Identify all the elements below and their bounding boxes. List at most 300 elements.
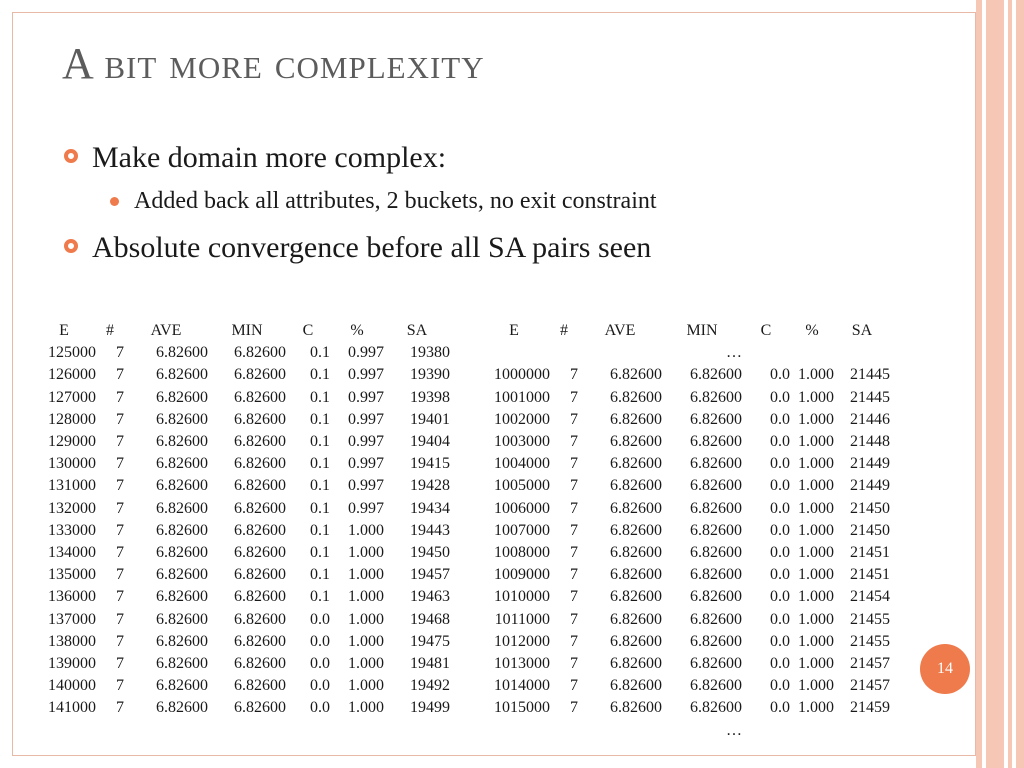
table-row (478, 564, 890, 586)
table-cell: 7 (570, 499, 578, 517)
results-table-left (32, 320, 450, 720)
table-row (32, 431, 450, 453)
table-row (478, 609, 890, 631)
table-cell: 1.000 (798, 588, 834, 606)
table-cell: 7 (116, 655, 124, 673)
table-row (478, 586, 890, 608)
column-header: E (59, 322, 69, 339)
table-cell: 127000 (48, 388, 96, 406)
table-row (478, 409, 890, 431)
table-cell: 1006000 (494, 499, 550, 517)
table-cell: 6.82600 (156, 388, 208, 406)
table-row (32, 387, 450, 409)
table-cell: 0.0 (770, 588, 790, 606)
table-cell: 6.82600 (610, 677, 662, 695)
table-cell: 0.1 (310, 566, 330, 584)
table-cell: 0.0 (770, 433, 790, 451)
table-cell: 6.82600 (156, 521, 208, 539)
table-cell: 7 (116, 344, 124, 362)
table-cell: 0.0 (770, 388, 790, 406)
table-cell: 1003000 (494, 433, 550, 451)
table-cell: 6.82600 (156, 544, 208, 562)
table-cell: 19481 (410, 655, 450, 673)
column-header: MIN (231, 322, 263, 339)
table-cell: 0.997 (348, 499, 384, 517)
table-row (32, 520, 450, 542)
table-cell: 6.82600 (156, 344, 208, 362)
table-cell: 6.82600 (156, 477, 208, 495)
table-row (32, 631, 450, 653)
bullet-item (64, 228, 944, 268)
table-cell: 0.997 (348, 477, 384, 495)
table-cell: 6.82600 (690, 521, 742, 539)
table-cell: 7 (116, 610, 124, 628)
table-cell: 7 (116, 566, 124, 584)
column-header: C (760, 322, 772, 339)
table-cell: 6.82600 (690, 699, 742, 717)
table-cell: 1013000 (494, 655, 550, 673)
table-cell: 0.0 (770, 677, 790, 695)
table-cell: 0.0 (310, 677, 330, 695)
table-cell: 0.0 (770, 610, 790, 628)
table-cell: 6.82600 (610, 366, 662, 384)
table-cell: 1014000 (494, 677, 550, 695)
table-cell: 1.000 (348, 544, 384, 562)
table-cell: 1.000 (348, 632, 384, 650)
table-cell: 1.000 (348, 610, 384, 628)
ellipsis-row (478, 342, 890, 364)
table-row (478, 387, 890, 409)
table-cell: 6.82600 (234, 588, 286, 606)
table-cell: 19398 (410, 388, 450, 406)
table-cell: 19428 (410, 477, 450, 495)
table-cell: 6.82600 (690, 433, 742, 451)
table-cell: 0.1 (310, 410, 330, 428)
table-cell: 6.82600 (234, 366, 286, 384)
table-cell: 0.1 (310, 477, 330, 495)
slide-title: A bit more complexity (62, 39, 485, 88)
table-cell: 21446 (850, 410, 890, 428)
table-row (478, 697, 890, 719)
table-cell: 7 (570, 566, 578, 584)
table-row (32, 697, 450, 719)
table-row (32, 342, 450, 364)
table-cell: 0.1 (310, 344, 330, 362)
table-header-row (32, 320, 450, 342)
table-cell: 21445 (850, 366, 890, 384)
table-cell: 6.82600 (610, 588, 662, 606)
table-cell: 0.1 (310, 433, 330, 451)
table-cell: 19401 (410, 410, 450, 428)
table-cell: 6.82600 (234, 477, 286, 495)
table-cell: 6.82600 (156, 699, 208, 717)
table-cell: 0.0 (310, 632, 330, 650)
column-header: % (350, 322, 364, 339)
table-cell: 19434 (410, 499, 450, 517)
table-cell: 7 (116, 588, 124, 606)
stripe (1008, 0, 1012, 768)
table-row (32, 653, 450, 675)
table-cell: 1.000 (798, 499, 834, 517)
table-cell: 6.82600 (156, 588, 208, 606)
table-cell: 1.000 (348, 677, 384, 695)
table-cell: 0.0 (770, 477, 790, 495)
table-row (32, 675, 450, 697)
table-cell: 6.82600 (690, 544, 742, 562)
table-cell: 6.82600 (610, 566, 662, 584)
table-row (478, 631, 890, 653)
table-cell: 1.000 (798, 677, 834, 695)
table-row (478, 520, 890, 542)
stripe (1016, 0, 1024, 768)
table-cell: 6.82600 (690, 655, 742, 673)
column-header: C (302, 322, 314, 339)
table-cell: 6.82600 (690, 366, 742, 384)
table-cell: 6.82600 (690, 566, 742, 584)
table-row (32, 453, 450, 475)
sub-bullet-text: Added back all attributes, 2 buckets, no exit constraint (134, 188, 657, 214)
table-cell: 0.1 (310, 521, 330, 539)
table-cell: 19468 (410, 610, 450, 628)
table-cell: 7 (570, 366, 578, 384)
table-cell: 6.82600 (156, 366, 208, 384)
table-cell: 6.82600 (234, 655, 286, 673)
table-cell: 7 (570, 477, 578, 495)
table-cell: 0.1 (310, 455, 330, 473)
table-row (478, 453, 890, 475)
table-cell: 0.0 (770, 655, 790, 673)
table-cell: 6.82600 (234, 499, 286, 517)
bullet-dot-icon (110, 197, 119, 206)
table-cell: 6.82600 (156, 632, 208, 650)
table-cell: 6.82600 (690, 455, 742, 473)
table-cell: 1.000 (348, 699, 384, 717)
page-number-badge: 14 (920, 644, 970, 694)
table-cell: 19450 (410, 544, 450, 562)
table-cell: 1.000 (348, 566, 384, 584)
table-cell: 1.000 (798, 544, 834, 562)
table-cell: 1010000 (494, 588, 550, 606)
column-header: SA (406, 322, 428, 339)
table-cell: 7 (570, 521, 578, 539)
table-cell: 141000 (48, 699, 96, 717)
table-cell: 6.82600 (156, 455, 208, 473)
table-cell: 7 (116, 699, 124, 717)
table-cell: 21450 (850, 521, 890, 539)
table-cell: 7 (570, 388, 578, 406)
table-cell: 0.1 (310, 366, 330, 384)
table-cell: 7 (116, 388, 124, 406)
table-cell: 0.0 (770, 366, 790, 384)
table-cell: 6.82600 (610, 544, 662, 562)
bullet-ring-icon (64, 149, 78, 163)
table-cell: 7 (116, 632, 124, 650)
table-cell: 7 (116, 499, 124, 517)
table-cell: 1.000 (348, 655, 384, 673)
table-cell: 1012000 (494, 632, 550, 650)
table-cell: 1.000 (798, 388, 834, 406)
table-cell: 0.1 (310, 388, 330, 406)
table-cell: 128000 (48, 410, 96, 428)
table-cell: 0.0 (770, 632, 790, 650)
table-cell: 1011000 (494, 610, 550, 628)
table-cell: 1.000 (798, 410, 834, 428)
table-cell: 6.82600 (234, 344, 286, 362)
table-cell: 1.000 (348, 588, 384, 606)
table-cell: 6.82600 (234, 388, 286, 406)
table-row (32, 498, 450, 520)
table-cell: 6.82600 (234, 410, 286, 428)
table-cell: 6.82600 (234, 455, 286, 473)
table-row (478, 431, 890, 453)
table-row (478, 498, 890, 520)
table-cell: 7 (570, 632, 578, 650)
table-cell: 19404 (410, 433, 450, 451)
stripe (976, 0, 982, 768)
table-cell: 1.000 (798, 566, 834, 584)
table-cell: 0.0 (310, 699, 330, 717)
table-cell: 6.82600 (610, 655, 662, 673)
table-cell: 1.000 (348, 521, 384, 539)
table-row (32, 609, 450, 631)
table-cell: 1015000 (494, 699, 550, 717)
table-cell: 21450 (850, 499, 890, 517)
table-cell: 6.82600 (690, 588, 742, 606)
table-cell: 6.82600 (690, 388, 742, 406)
table-cell: 0.997 (348, 410, 384, 428)
table-cell: 21449 (850, 455, 890, 473)
table-cell: 6.82600 (610, 455, 662, 473)
table-cell: 6.82600 (156, 499, 208, 517)
table-cell: 1002000 (494, 410, 550, 428)
table-cell: 131000 (48, 477, 96, 495)
column-header: AVE (604, 322, 636, 339)
table-cell: 6.82600 (610, 410, 662, 428)
table-cell: 6.82600 (610, 433, 662, 451)
table-cell: 7 (570, 544, 578, 562)
table-cell: 7 (570, 677, 578, 695)
table-cell: 6.82600 (610, 477, 662, 495)
table-cell: 6.82600 (234, 632, 286, 650)
table-cell: 6.82600 (690, 477, 742, 495)
column-header: SA (851, 322, 873, 339)
table-cell: 6.82600 (234, 433, 286, 451)
table-cell: 1.000 (798, 521, 834, 539)
table-cell: 7 (116, 544, 124, 562)
table-cell: 0.0 (770, 544, 790, 562)
table-cell: 7 (116, 410, 124, 428)
column-header: MIN (686, 322, 718, 339)
table-cell: 1.000 (798, 477, 834, 495)
table-cell: 133000 (48, 521, 96, 539)
table-row (32, 364, 450, 386)
column-header: % (805, 322, 819, 339)
table-cell: 0.1 (310, 544, 330, 562)
table-cell: 6.82600 (610, 521, 662, 539)
table-cell: 6.82600 (234, 610, 286, 628)
table-row (32, 475, 450, 497)
table-cell: 0.0 (770, 499, 790, 517)
table-cell: 6.82600 (234, 566, 286, 584)
table-cell: 130000 (48, 455, 96, 473)
table-cell: 21445 (850, 388, 890, 406)
table-cell: 129000 (48, 433, 96, 451)
table-cell: 19463 (410, 588, 450, 606)
ellipsis-text: … (726, 721, 742, 739)
table-cell: 19380 (410, 344, 450, 362)
table-cell: 1.000 (798, 632, 834, 650)
table-cell: 139000 (48, 655, 96, 673)
table-cell: 7 (570, 699, 578, 717)
table-cell: 6.82600 (234, 544, 286, 562)
table-cell: 21454 (850, 588, 890, 606)
table-cell: 6.82600 (690, 499, 742, 517)
table-cell: 0.0 (770, 410, 790, 428)
table-cell: 7 (570, 455, 578, 473)
table-cell: 0.0 (770, 566, 790, 584)
table-row (478, 675, 890, 697)
table-row (32, 409, 450, 431)
results-table-right (478, 320, 890, 742)
table-cell: 7 (116, 366, 124, 384)
table-cell: 1.000 (798, 455, 834, 473)
bullet-item (64, 138, 944, 178)
table-cell: 135000 (48, 566, 96, 584)
table-cell: 6.82600 (690, 610, 742, 628)
table-cell: 0.997 (348, 455, 384, 473)
table-cell: 7 (570, 588, 578, 606)
table-cell: 6.82600 (690, 632, 742, 650)
table-cell: 21455 (850, 610, 890, 628)
table-row (478, 364, 890, 386)
table-cell: 21457 (850, 677, 890, 695)
table-cell: 1.000 (798, 610, 834, 628)
table-cell: 19475 (410, 632, 450, 650)
table-cell: 19390 (410, 366, 450, 384)
table-cell: 6.82600 (156, 655, 208, 673)
table-cell: 1.000 (798, 699, 834, 717)
table-cell: 1.000 (798, 366, 834, 384)
table-cell: 6.82600 (610, 499, 662, 517)
table-cell: 1005000 (494, 477, 550, 495)
table-cell: 0.997 (348, 344, 384, 362)
table-cell: 7 (116, 521, 124, 539)
table-cell: 125000 (48, 344, 96, 362)
table-cell: 6.82600 (690, 410, 742, 428)
table-cell: 132000 (48, 499, 96, 517)
ellipsis-row (478, 720, 890, 742)
table-cell: 6.82600 (156, 433, 208, 451)
table-row (478, 475, 890, 497)
table-cell: 21455 (850, 632, 890, 650)
table-cell: 6.82600 (234, 521, 286, 539)
sub-bullet-item (64, 182, 944, 220)
bullet-list (64, 138, 944, 268)
table-cell: 6.82600 (610, 388, 662, 406)
ellipsis-text: … (726, 344, 742, 362)
table-cell: 0.1 (310, 499, 330, 517)
column-header: E (509, 322, 519, 339)
table-row (478, 542, 890, 564)
table-cell: 6.82600 (234, 699, 286, 717)
column-header: # (560, 322, 568, 339)
table-cell: 0.0 (310, 655, 330, 673)
table-row (32, 586, 450, 608)
table-header-row (478, 320, 890, 342)
table-cell: 21451 (850, 544, 890, 562)
table-cell: 140000 (48, 677, 96, 695)
table-cell: 134000 (48, 544, 96, 562)
table-cell: 21451 (850, 566, 890, 584)
table-cell: 7 (570, 655, 578, 673)
table-cell: 0.997 (348, 433, 384, 451)
table-cell: 6.82600 (610, 699, 662, 717)
table-cell: 136000 (48, 588, 96, 606)
table-cell: 21457 (850, 655, 890, 673)
column-header: AVE (150, 322, 182, 339)
table-cell: 0.997 (348, 388, 384, 406)
decorative-stripes (976, 0, 1024, 768)
table-cell: 1001000 (494, 388, 550, 406)
table-cell: 6.82600 (156, 610, 208, 628)
table-cell: 0.0 (770, 521, 790, 539)
table-cell: 6.82600 (234, 677, 286, 695)
table-cell: 1007000 (494, 521, 550, 539)
table-cell: 1004000 (494, 455, 550, 473)
table-row (478, 653, 890, 675)
table-cell: 0.1 (310, 588, 330, 606)
table-cell: 7 (570, 410, 578, 428)
table-cell: 6.82600 (156, 410, 208, 428)
table-cell: 19457 (410, 566, 450, 584)
table-cell: 7 (570, 433, 578, 451)
table-cell: 19492 (410, 677, 450, 695)
bullet-ring-icon (64, 239, 78, 253)
stripe (986, 0, 1004, 768)
table-cell: 6.82600 (156, 566, 208, 584)
table-cell: 1009000 (494, 566, 550, 584)
table-cell: 19443 (410, 521, 450, 539)
table-cell: 1.000 (798, 433, 834, 451)
table-cell: 21448 (850, 433, 890, 451)
table-cell: 6.82600 (610, 610, 662, 628)
bullet-text: Make domain more complex: (92, 141, 447, 174)
table-cell: 21459 (850, 699, 890, 717)
table-cell: 7 (116, 477, 124, 495)
table-cell: 19415 (410, 455, 450, 473)
table-cell: 21449 (850, 477, 890, 495)
column-header: # (106, 322, 114, 339)
table-cell: 6.82600 (156, 677, 208, 695)
table-cell: 126000 (48, 366, 96, 384)
table-row (32, 542, 450, 564)
table-cell: 1000000 (494, 366, 550, 384)
table-row (32, 564, 450, 586)
table-cell: 1.000 (798, 655, 834, 673)
table-cell: 7 (116, 455, 124, 473)
table-cell: 7 (116, 433, 124, 451)
table-cell: 6.82600 (610, 632, 662, 650)
bullet-text: Absolute convergence before all SA pairs seen (92, 231, 652, 264)
table-cell: 7 (570, 610, 578, 628)
table-cell: 19499 (410, 699, 450, 717)
table-cell: 0.0 (770, 699, 790, 717)
table-cell: 0.0 (770, 455, 790, 473)
table-cell: 6.82600 (690, 677, 742, 695)
table-cell: 0.997 (348, 366, 384, 384)
table-cell: 0.0 (310, 610, 330, 628)
table-cell: 1008000 (494, 544, 550, 562)
